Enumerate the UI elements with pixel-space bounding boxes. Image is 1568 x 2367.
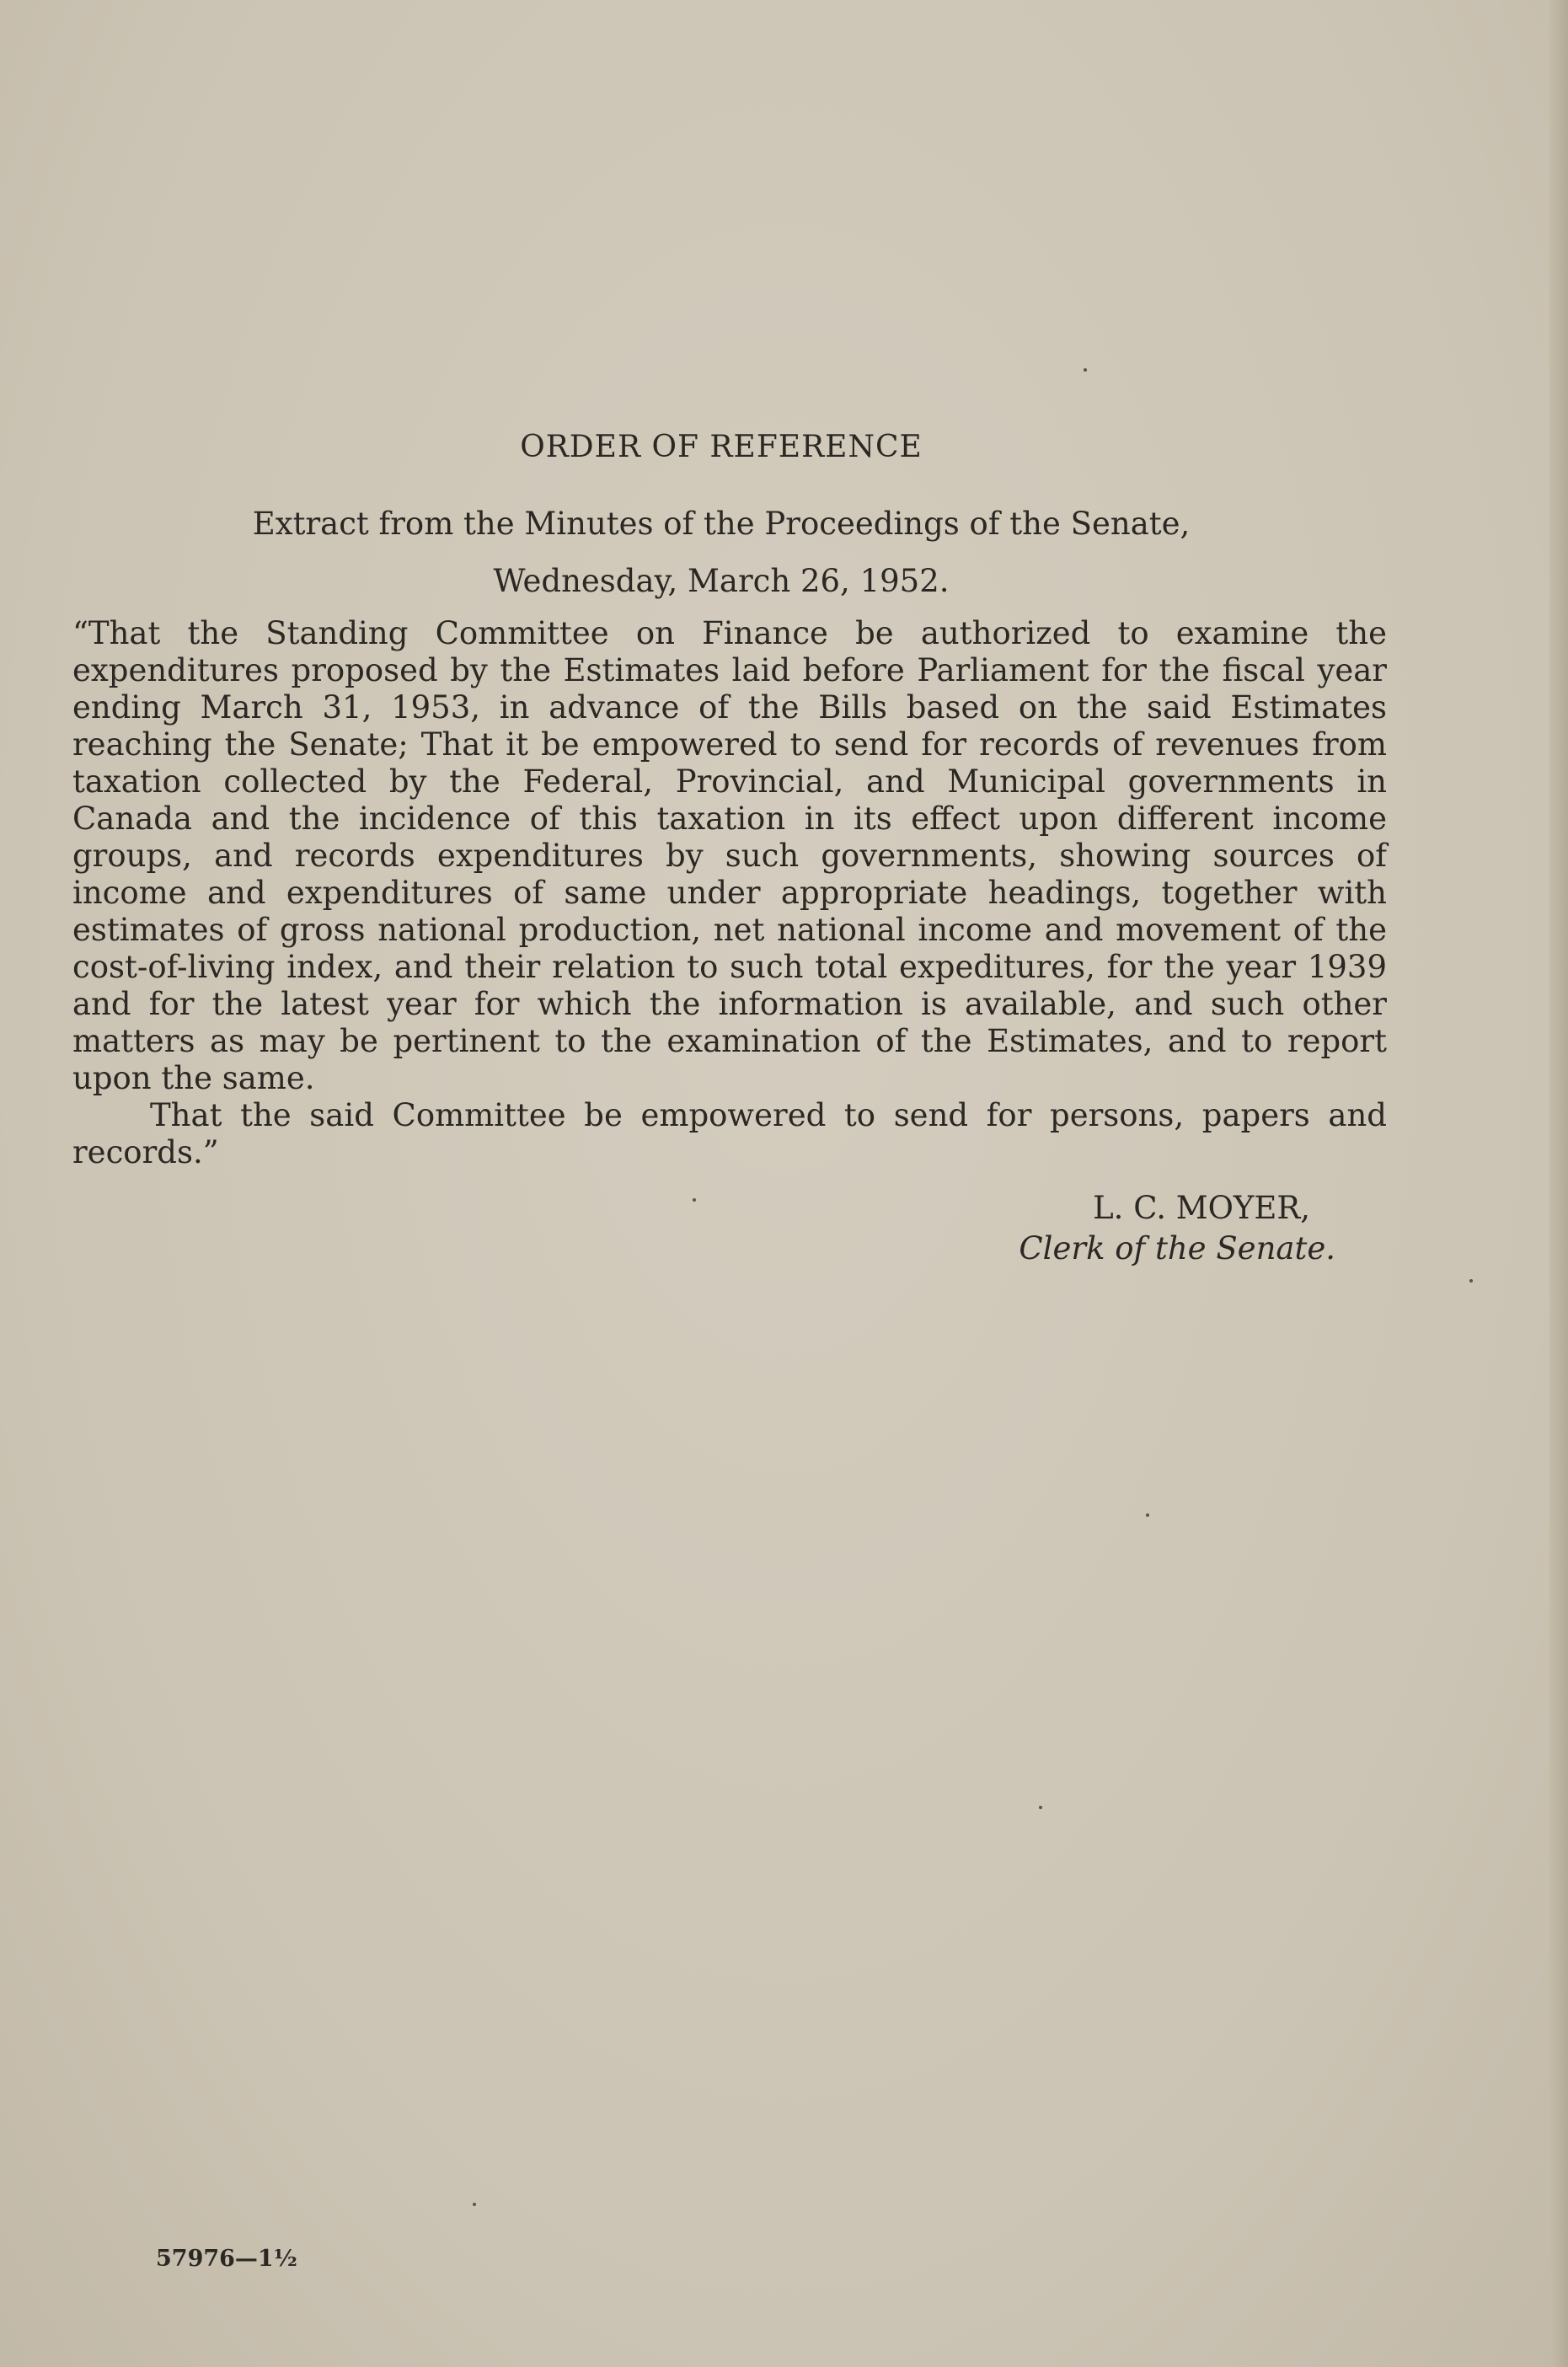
paper-speck <box>473 2203 476 2206</box>
date-line: Wednesday, March 26, 1952. <box>493 563 950 599</box>
paper-speck <box>1469 1279 1473 1283</box>
order-paragraph-1: “That the Standing Committee on Finance be authorized to examine the expenditures proposed by the Estimates laid before Parliament for the fiscal year ending March 31, 1953, in advance of the Bills based on the said Estimates reaching the Senate; That it be empowered to send for records of revenues from taxation collected by the Federal, Provincial, and Municipal governments in Canada and the incidence of this taxation in its effect upon different income groups, and records expenditures by such governments, showing sources of income and expenditures of same under appropriate headings, together with estimates of gross national production, net national income and movement of the cost-of-living index, and their relation to such total expeditures, for the year 1939 and for the latest year for which the information is available, and such other matters as may be pertinent to the examination of the Estimates, and to report upon the same. <box>72 615 1387 1096</box>
order-paragraph-2: That the said Committee be empowered to send for persons, papers and records.” <box>72 1097 1387 1170</box>
document-heading: ORDER OF REFERENCE <box>520 430 923 464</box>
extract-line: Extract from the Minutes of the Proceedings of the Senate, <box>252 506 1191 542</box>
signature-block <box>1019 1188 1335 1269</box>
signatory-title: Clerk of the Senate. <box>1019 1230 1335 1267</box>
print-code: 57976—1½ <box>156 2246 297 2272</box>
paper-speck <box>1146 1513 1149 1517</box>
paper-speck <box>1039 1806 1042 1809</box>
signatory-name: L. C. MOYER, <box>1093 1190 1310 1226</box>
paper-speck <box>693 1198 696 1202</box>
page-edge <box>1549 0 1568 2367</box>
paper-speck <box>1084 368 1087 372</box>
order-text <box>72 615 1387 1171</box>
